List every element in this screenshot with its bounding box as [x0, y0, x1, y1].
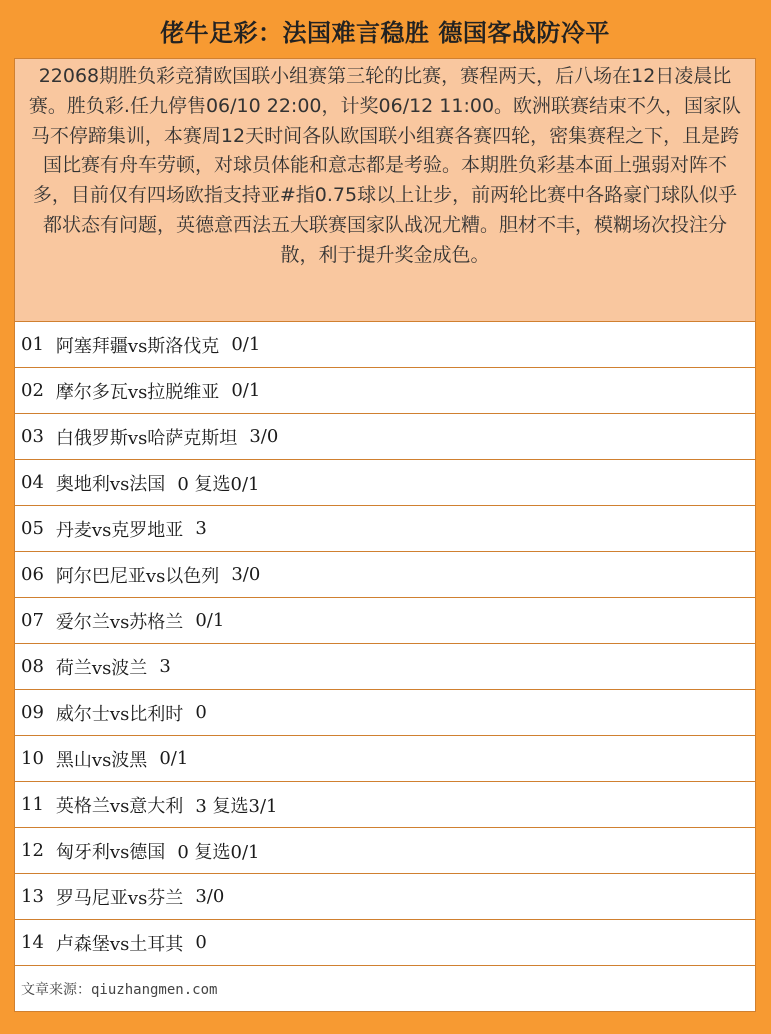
match-teams: 卢森堡vs土耳其: [55, 933, 184, 955]
match-pick: 0/1: [159, 748, 189, 769]
match-pick: 0/1: [231, 334, 261, 355]
intro-paragraph: 22068期胜负彩竞猜欧国联小组赛第三轮的比赛，赛程两天，后八场在12日凌晨比赛。胜负彩.任九停售06/10 22:00，计奖06/12 11:00。欧洲联赛结束不久，国家队马不停蹄集训，本赛周12天时间各队欧国联小组赛各赛四轮，密集赛程之下，且是跨国比赛有舟车劳顿，对球员体能和意志都是考验。本期胜负彩基本面上强弱对阵不多，目前仅有四场欧指支持亚#指0.75球以上让步，前两轮比赛中各路豪门球队似乎都状态有问题，英德意西法五大联赛国家队战况尤糟。胆材不丰，模糊场次投注分散，利于提升奖金成色。: [15, 59, 755, 322]
match-list: [15, 322, 755, 966]
match-number: 02: [21, 380, 44, 401]
match-number: 12: [21, 840, 44, 861]
match-pick: 3/0: [231, 564, 261, 585]
match-teams: 奥地利vs法国: [55, 473, 166, 495]
match-number: 01: [21, 334, 44, 355]
match-number: 14: [21, 932, 44, 953]
match-row: [15, 920, 755, 966]
match-teams: 丹麦vs克罗地亚: [55, 519, 184, 541]
match-teams: 阿塞拜疆vs斯洛伐克: [55, 335, 220, 357]
match-row: [15, 782, 755, 828]
match-pick: 0: [195, 932, 207, 953]
match-teams: 威尔士vs比利时: [55, 703, 184, 725]
match-number: 06: [21, 564, 44, 585]
match-pick: 0 复选0/1: [177, 473, 260, 495]
match-row: [15, 460, 755, 506]
match-pick: 0: [195, 702, 207, 723]
match-pick: 0 复选0/1: [177, 841, 260, 863]
source-line: 文章来源：qiuzhangmen.com: [21, 981, 218, 998]
article-frame: [14, 8, 756, 1012]
match-row: [15, 690, 755, 736]
match-number: 13: [21, 886, 44, 907]
match-pick: 3: [159, 656, 171, 677]
content-panel: [14, 58, 756, 1012]
match-row: [15, 506, 755, 552]
match-teams: 黑山vs波黑: [55, 749, 148, 771]
match-pick: 3/0: [249, 426, 279, 447]
match-pick: 3 复选3/1: [195, 795, 278, 817]
match-number: 03: [21, 426, 44, 447]
match-row: [15, 368, 755, 414]
match-teams: 英格兰vs意大利: [55, 795, 184, 817]
match-teams: 荷兰vs波兰: [55, 657, 148, 679]
match-teams: 爱尔兰vs苏格兰: [55, 611, 184, 633]
match-pick: 0/1: [195, 610, 225, 631]
match-number: 05: [21, 518, 44, 539]
match-teams: 罗马尼亚vs芬兰: [55, 887, 184, 909]
match-number: 09: [21, 702, 44, 723]
match-number: 10: [21, 748, 44, 769]
match-teams: 匈牙利vs德国: [55, 841, 166, 863]
article-title: 佬牛足彩：法国难言稳胜 德国客战防冷平: [160, 19, 610, 47]
match-pick: 3/0: [195, 886, 225, 907]
match-row: [15, 414, 755, 460]
match-row: [15, 874, 755, 920]
match-row: [15, 736, 755, 782]
match-row: [15, 552, 755, 598]
match-number: 07: [21, 610, 44, 631]
match-row: [15, 828, 755, 874]
match-number: 08: [21, 656, 44, 677]
match-pick: 0/1: [231, 380, 261, 401]
match-pick: 3: [195, 518, 207, 539]
match-teams: 阿尔巴尼亚vs以色列: [55, 565, 220, 587]
match-number: 04: [21, 472, 44, 493]
match-row: [15, 644, 755, 690]
match-teams: 摩尔多瓦vs拉脱维亚: [55, 381, 220, 403]
match-row: [15, 322, 755, 368]
match-row: [15, 598, 755, 644]
match-teams: 白俄罗斯vs哈萨克斯坦: [55, 427, 238, 449]
match-number: 11: [21, 794, 44, 815]
